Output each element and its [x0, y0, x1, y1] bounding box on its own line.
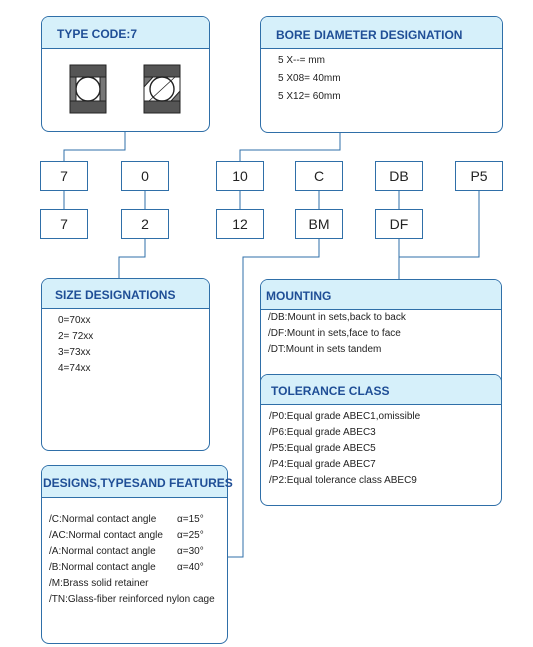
bore-line: 5 X--= mm — [278, 55, 325, 66]
code-box-type: 7 — [40, 209, 88, 239]
bore-line: 5 X08= 40mm — [278, 73, 341, 84]
contact-angle-value: α=40° — [177, 562, 204, 573]
mounting-line: /DT:Mount in sets tandem — [268, 344, 382, 355]
mounting-title: MOUNTING — [266, 289, 332, 303]
designs-line: /M:Brass solid retainer — [49, 578, 149, 589]
designs-card — [41, 465, 233, 644]
size-line: 4=74xx — [58, 363, 91, 374]
code-box-mounting: DF — [375, 209, 423, 239]
bearing-section-icon — [67, 61, 111, 117]
size-line: 3=73xx — [58, 347, 91, 358]
mounting-line: /DB:Mount in sets,back to back — [268, 312, 406, 323]
designs-line: /C:Normal contact angle — [49, 514, 157, 525]
code-box-tolerance: P5 — [455, 161, 503, 191]
code-box-type: 7 — [40, 161, 88, 191]
designs-line: /AC:Normal contact angle — [49, 530, 163, 541]
tolerance-line: /P0:Equal grade ABEC1,omissible — [269, 411, 421, 422]
bore-line: 5 X12= 60mm — [278, 91, 341, 102]
bearing-section-icon — [141, 61, 185, 117]
contact-angle-value: α=30° — [177, 546, 204, 557]
bore-diameter-card — [260, 16, 503, 133]
designs-line: /A:Normal contact angle — [49, 546, 156, 557]
size-line: 0=70xx — [58, 315, 91, 326]
size-designations-card — [41, 278, 210, 451]
mounting-line: /DF:Mount in sets,face to face — [268, 328, 401, 339]
type-code-title: TYPE CODE:7 — [57, 27, 138, 41]
tolerance-line: /P6:Equal grade ABEC3 — [269, 427, 376, 438]
tolerance-class-title: TOLERANCE CLASS — [271, 384, 390, 398]
code-box-size: 0 — [121, 161, 169, 191]
size-designations-title: SIZE DESIGNATIONS — [55, 288, 176, 302]
designs-line: /B:Normal contact angle — [49, 562, 156, 573]
tolerance-line: /P5:Equal grade ABEC5 — [269, 443, 376, 454]
code-box-design: BM — [295, 209, 343, 239]
mounting-card — [260, 279, 502, 389]
size-line: 2= 72xx — [58, 331, 94, 342]
contact-angle-value: α=25° — [177, 530, 204, 541]
code-box-bore: 12 — [216, 209, 264, 239]
bore-diameter-title: BORE DIAMETER DESIGNATION — [276, 28, 463, 42]
code-box-contact-angle: C — [295, 161, 343, 191]
tolerance-line: /P4:Equal grade ABEC7 — [269, 459, 376, 470]
designs-line: /TN:Glass-fiber reinforced nylon cage — [49, 594, 215, 605]
designs-title: DESIGNS,TYPESAND FEATURES — [43, 476, 233, 490]
contact-angle-value: α=15° — [177, 514, 204, 525]
code-box-bore: 10 — [216, 161, 264, 191]
tolerance-line: /P2:Equal tolerance class ABEC9 — [269, 475, 417, 486]
type-code-card — [41, 16, 210, 132]
tolerance-class-card — [260, 374, 502, 506]
code-box-size: 2 — [121, 209, 169, 239]
code-box-mounting: DB — [375, 161, 423, 191]
